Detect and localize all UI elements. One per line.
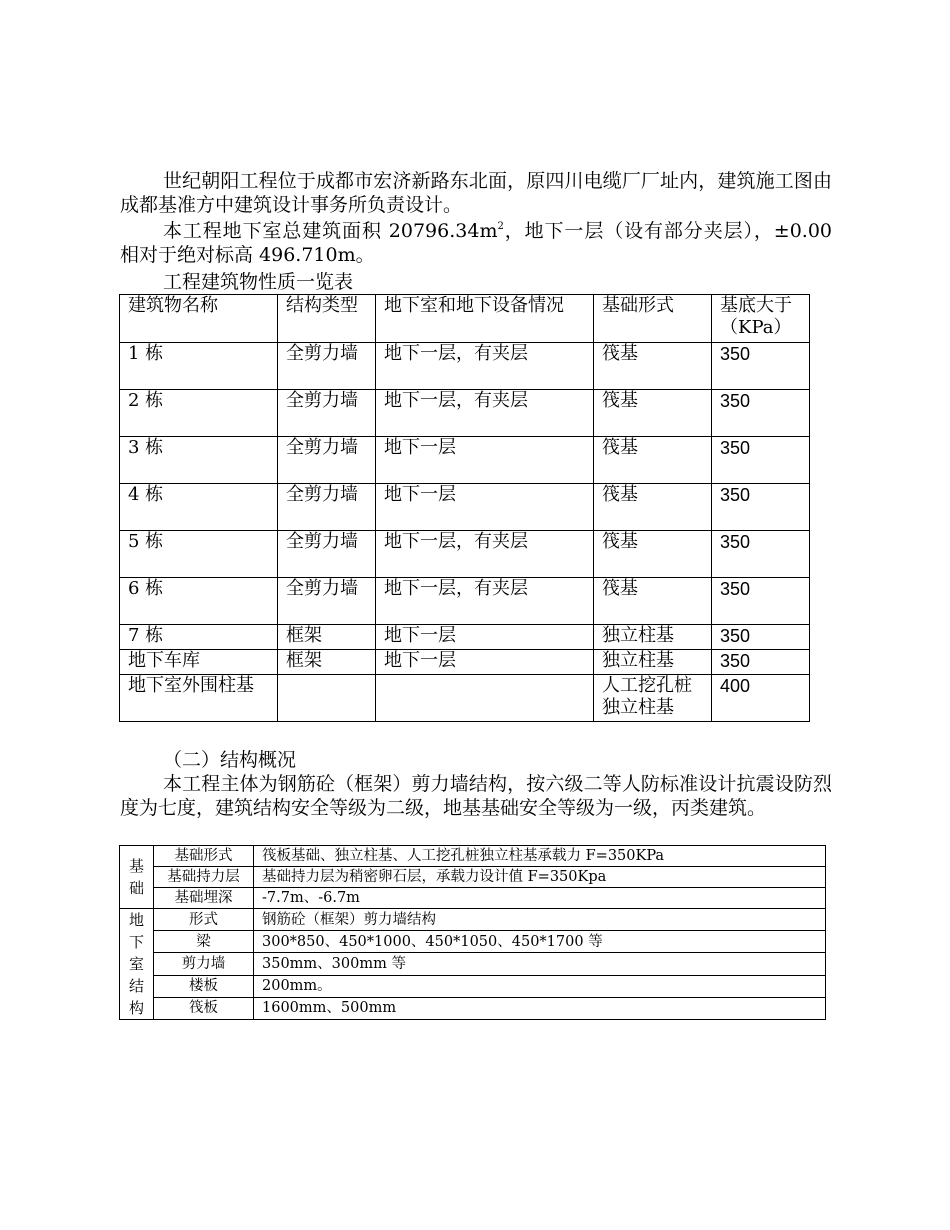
table-row [120,437,810,484]
table-cell: 350 [712,437,810,484]
table-cell: 1 栋 [120,343,278,390]
group-label-text: 地下室结构 [128,911,144,1017]
intro-paragraph-2-pre: 本工程地下室总建筑面积 20796.34m [163,220,498,242]
table-cell: 筏基 [594,390,712,437]
table-cell: 地下车库 [120,650,278,675]
row-value: 200mm。 [254,975,826,997]
row-label: 基础持力层 [154,867,254,888]
table-cell: 地下一层，有夹层 [376,578,594,625]
row-value: 300*850、450*1000、450*1050、450*1700 等 [254,931,826,953]
table-cell: 地下室外围柱基 [120,675,278,722]
intro-paragraph-2 [120,219,832,267]
group-label-foundation [120,846,154,909]
table-cell: 5 栋 [120,531,278,578]
table-cell: 全剪力墙 [278,343,376,390]
table-row [120,867,826,888]
table-cell: 地下一层 [376,437,594,484]
table-cell: 地下一层，有夹层 [376,343,594,390]
table-cell: 350 [712,484,810,531]
table-cell: 地下一层 [376,650,594,675]
table-row [120,931,826,953]
table-cell: 7 栋 [120,625,278,650]
row-value: 350mm、300mm 等 [254,953,826,975]
table1-header-cell: 基础形式 [594,295,712,343]
table-cell: 独立柱基 [594,625,712,650]
row-label: 基础埋深 [154,888,254,909]
table-cell: 6 栋 [120,578,278,625]
table-cell: 筏基 [594,578,712,625]
table1-header-cell: 建筑物名称 [120,295,278,343]
table1-header-row [120,295,810,343]
row-value: 钢筋砼（框架）剪力墙结构 [254,909,826,931]
section-title: （二）结构概况 [163,749,297,771]
row-label: 基础形式 [154,846,254,867]
table-cell: 地下一层 [376,484,594,531]
table-cell: 筏基 [594,437,712,484]
group-label-text: 基础 [128,857,144,897]
area-unit-superscript: 2 [497,221,504,232]
table-row [120,625,810,650]
intro-paragraph-2-post: ，地下一层（设有部分夹层），±0.00 相对于绝对标高 496.710m。 [120,220,832,266]
table-cell: 筏基 [594,343,712,390]
table-cell: 4 栋 [120,484,278,531]
table-row [120,578,810,625]
table-cell: 350 [712,650,810,675]
table-row [120,675,810,722]
table-cell: 筏基 [594,484,712,531]
table-cell: 350 [712,343,810,390]
table-row [120,975,826,997]
table-cell: 350 [712,578,810,625]
row-value: 1600mm、500mm [254,997,826,1019]
table-cell: 全剪力墙 [278,531,376,578]
table-cell: 350 [712,531,810,578]
table-row [120,650,810,675]
table-row [120,531,810,578]
table-row [120,390,810,437]
structure-paragraph: 本工程主体为钢筋砼（框架）剪力墙结构，按六级二等人防标准设计抗震设防烈度为七度，建筑结构安全等级为二级，地基基础安全等级为一级，丙类建筑。 [120,773,832,819]
table-cell [278,675,376,722]
table-cell: 3 栋 [120,437,278,484]
row-value: -7.7m、-6.7m [254,888,826,909]
table1-header-cell: 结构类型 [278,295,376,343]
table-cell: 400 [712,675,810,722]
table-cell: 地下一层 [376,625,594,650]
table-row [120,909,826,931]
table-cell: 地下一层，有夹层 [376,390,594,437]
table-row [120,343,810,390]
table-row [120,888,826,909]
table-cell: 全剪力墙 [278,578,376,625]
building-properties-table [119,294,810,722]
table-cell: 2 栋 [120,390,278,437]
table-cell: 框架 [278,625,376,650]
table-row [120,846,826,867]
row-label: 楼板 [154,975,254,997]
row-label: 形式 [154,909,254,931]
row-label: 筏板 [154,997,254,1019]
table-cell: 地下一层，有夹层 [376,531,594,578]
table-cell: 全剪力墙 [278,390,376,437]
table-cell: 人工挖孔桩独立柱基 [594,675,712,722]
table-cell: 框架 [278,650,376,675]
row-label: 梁 [154,931,254,953]
table-cell: 全剪力墙 [278,437,376,484]
table-cell [376,675,594,722]
table-cell: 全剪力墙 [278,484,376,531]
table1-header-cell: 地下室和地下设备情况 [376,295,594,343]
table-cell: 350 [712,625,810,650]
row-value: 筏板基础、独立柱基、人工挖孔桩独立柱基承载力 F=350KPa [254,846,826,867]
table1-header-cell: 基底大于（KPa） [712,295,810,343]
table-cell: 筏基 [594,531,712,578]
row-value: 基础持力层为稍密卵石层，承载力设计值 F=350Kpa [254,867,826,888]
row-label: 剪力墙 [154,953,254,975]
table-row [120,484,810,531]
table-row [120,997,826,1019]
table-cell: 350 [712,390,810,437]
intro-paragraph-1: 世纪朝阳工程位于成都市宏济新路东北面，原四川电缆厂厂址内，建筑施工图由成都基准方中建筑设计事务所负责设计。 [120,170,832,216]
table-row [120,953,826,975]
structure-overview-table [119,845,826,1020]
table1-caption: 工程建筑物性质一览表 [163,271,354,293]
group-label-basement-structure [120,909,154,1020]
table-cell: 独立柱基 [594,650,712,675]
